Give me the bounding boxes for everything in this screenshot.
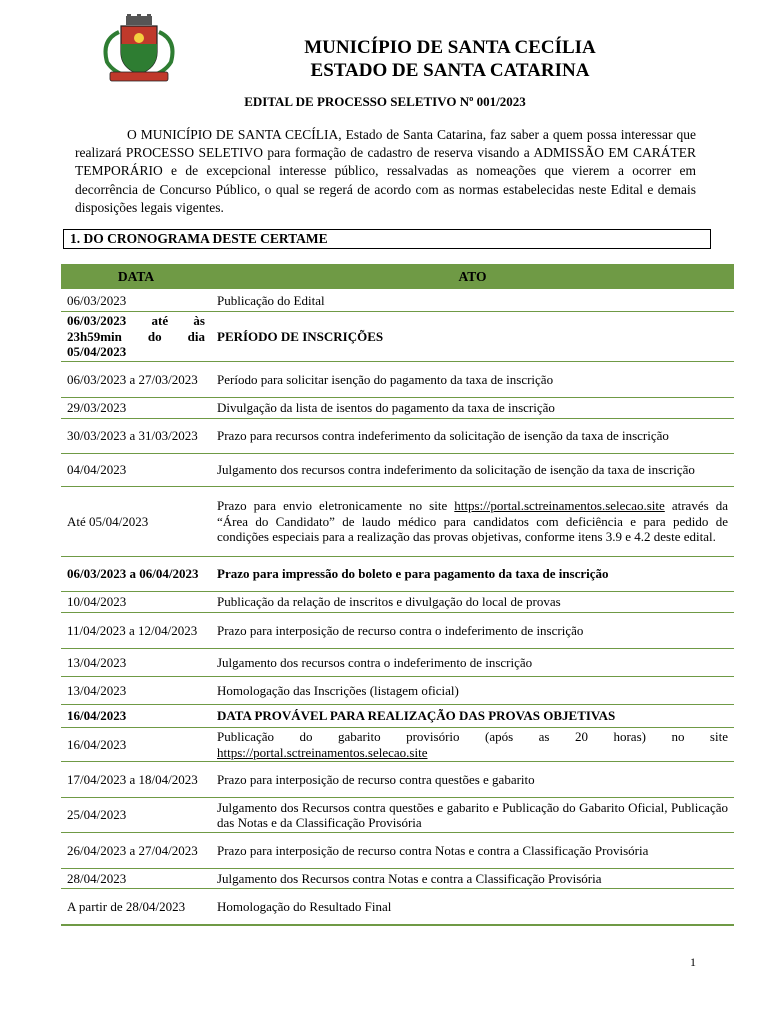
row-act: Prazo para impressão do boleto e para pagamento da taxa de inscrição: [211, 557, 734, 592]
row-act: Prazo para recursos contra indeferimento da solicitação de isenção da taxa de inscrição: [211, 419, 734, 454]
row-date: 10/04/2023: [61, 592, 211, 613]
row-act-text: Publicação do gabarito provisório (após as 20 horas) no site: [217, 729, 728, 744]
header-data: DATA: [61, 264, 211, 290]
table-row: [61, 677, 734, 705]
row-date: 29/03/2023: [61, 398, 211, 419]
row-date: 17/04/2023 a 18/04/2023: [61, 762, 211, 798]
row-act: Julgamento dos Recursos contra Notas e contra a Classificação Provisória: [211, 869, 734, 889]
estado-title: ESTADO DE SANTA CATARINA: [310, 60, 590, 81]
table-row: [61, 798, 734, 833]
row-act: Homologação do Resultado Final: [211, 889, 734, 925]
row-act: Julgamento dos recursos contra o indeferimento de inscrição: [211, 649, 734, 677]
table-row: [61, 362, 734, 398]
row-date: 06/03/2023 a 27/03/2023: [61, 362, 211, 398]
table-row: [61, 705, 734, 728]
intro-paragraph: O MUNICÍPIO DE SANTA CECÍLIA, Estado de Santa Catarina, faz saber a quem possa interessar que realizará PROCESSO SELETIVO para formação de cadastro de reserva visando a ADMISSÃO EM CARÁTER TEMPORÁRIO e de excepcional interesse público, ressalvadas as nomeações que vierem a ocorrer em decorrência de Concurso Público, o qual se regerá de acordo com as normas estabelecidas neste Edital e demais disposições legais vigentes.: [75, 127, 696, 215]
row-act: PERÍODO DE INSCRIÇÕES: [211, 312, 734, 362]
row-date: 06/03/2023 a 06/04/2023: [61, 557, 211, 592]
row-date: A partir de 28/04/2023: [61, 889, 211, 925]
section-title: 1. DO CRONOGRAMA DESTE CERTAME: [63, 229, 711, 249]
table-row: [61, 613, 734, 649]
row-act: Prazo para interposição de recurso contra o indeferimento de inscrição: [211, 613, 734, 649]
row-act: Prazo para interposição de recurso contra questões e gabarito: [211, 762, 734, 798]
row-act-text: Prazo para envio eletronicamente no site: [217, 498, 455, 514]
table-row: [61, 889, 734, 925]
table-row: [61, 728, 734, 762]
row-act: Prazo para interposição de recurso contra Notas e contra a Classificação Provisória: [211, 833, 734, 869]
row-act: [211, 728, 734, 762]
row-date: 28/04/2023: [61, 869, 211, 889]
row-act: Publicação do Edital: [211, 290, 734, 312]
row-act: [211, 487, 734, 557]
header-ato: ATO: [211, 264, 734, 290]
table-row: [61, 833, 734, 869]
portal-link[interactable]: https://portal.sctreinamentos.selecao.site: [217, 744, 428, 760]
row-act: Julgamento dos recursos contra indeferimento da solicitação de isenção da taxa de inscrição: [211, 454, 734, 487]
row-date: 30/03/2023 a 31/03/2023: [61, 419, 211, 454]
row-date: 04/04/2023: [61, 454, 211, 487]
table-row: [61, 649, 734, 677]
table-row: [61, 869, 734, 889]
table-row: [61, 454, 734, 487]
row-act: Homologação das Inscrições (listagem oficial): [211, 677, 734, 705]
row-date: 16/04/2023: [61, 728, 211, 762]
row-date: 16/04/2023: [61, 705, 211, 728]
row-date: 13/04/2023: [61, 677, 211, 705]
portal-link[interactable]: https://portal.sctreinamentos.selecao.site: [454, 498, 665, 514]
row-act: Período para solicitar isenção do pagamento da taxa de inscrição: [211, 362, 734, 398]
row-date: Até 05/04/2023: [61, 487, 211, 557]
row-date: 06/03/2023: [61, 290, 211, 312]
table-row: [61, 592, 734, 613]
edital-title: EDITAL DE PROCESSO SELETIVO Nº 001/2023: [244, 94, 526, 109]
row-act: DATA PROVÁVEL PARA REALIZAÇÃO DAS PROVAS OBJETIVAS: [211, 705, 734, 728]
table-row: [61, 419, 734, 454]
row-date: 26/04/2023 a 27/04/2023: [61, 833, 211, 869]
row-act-text: através da “Área do Candidato” de laudo médico para candidatos com deficiência e para pedido de condições especiais para a realização das provas objetivas, conforme itens 3.9 e 4.2 deste edital.: [217, 498, 728, 545]
municipio-title: MUNICÍPIO DE SANTA CECÍLIA: [304, 37, 596, 58]
table-row: [61, 487, 734, 557]
table-row: [61, 762, 734, 798]
row-date: 13/04/2023: [61, 649, 211, 677]
municipal-coat-of-arms-icon: [96, 14, 182, 86]
row-act: Publicação da relação de inscritos e divulgação do local de provas: [211, 592, 734, 613]
row-date: 25/04/2023: [61, 798, 211, 833]
row-act: Julgamento dos Recursos contra questões e gabarito e Publicação do Gabarito Oficial, Publicação das Notas e da Classificação Provisória: [211, 798, 734, 833]
table-row: [61, 557, 734, 592]
table-row: [61, 312, 734, 362]
table-row: [61, 290, 734, 312]
table-row: [61, 398, 734, 419]
cronograma-table: [61, 264, 734, 926]
table-header-row: [61, 264, 734, 290]
page-number: 1: [690, 955, 696, 969]
row-act: Divulgação da lista de isentos do pagamento da taxa de inscrição: [211, 398, 734, 419]
row-date: 11/04/2023 a 12/04/2023: [61, 613, 211, 649]
row-date: 06/03/2023 até às 23h59min do dia 05/04/2023: [61, 312, 211, 362]
